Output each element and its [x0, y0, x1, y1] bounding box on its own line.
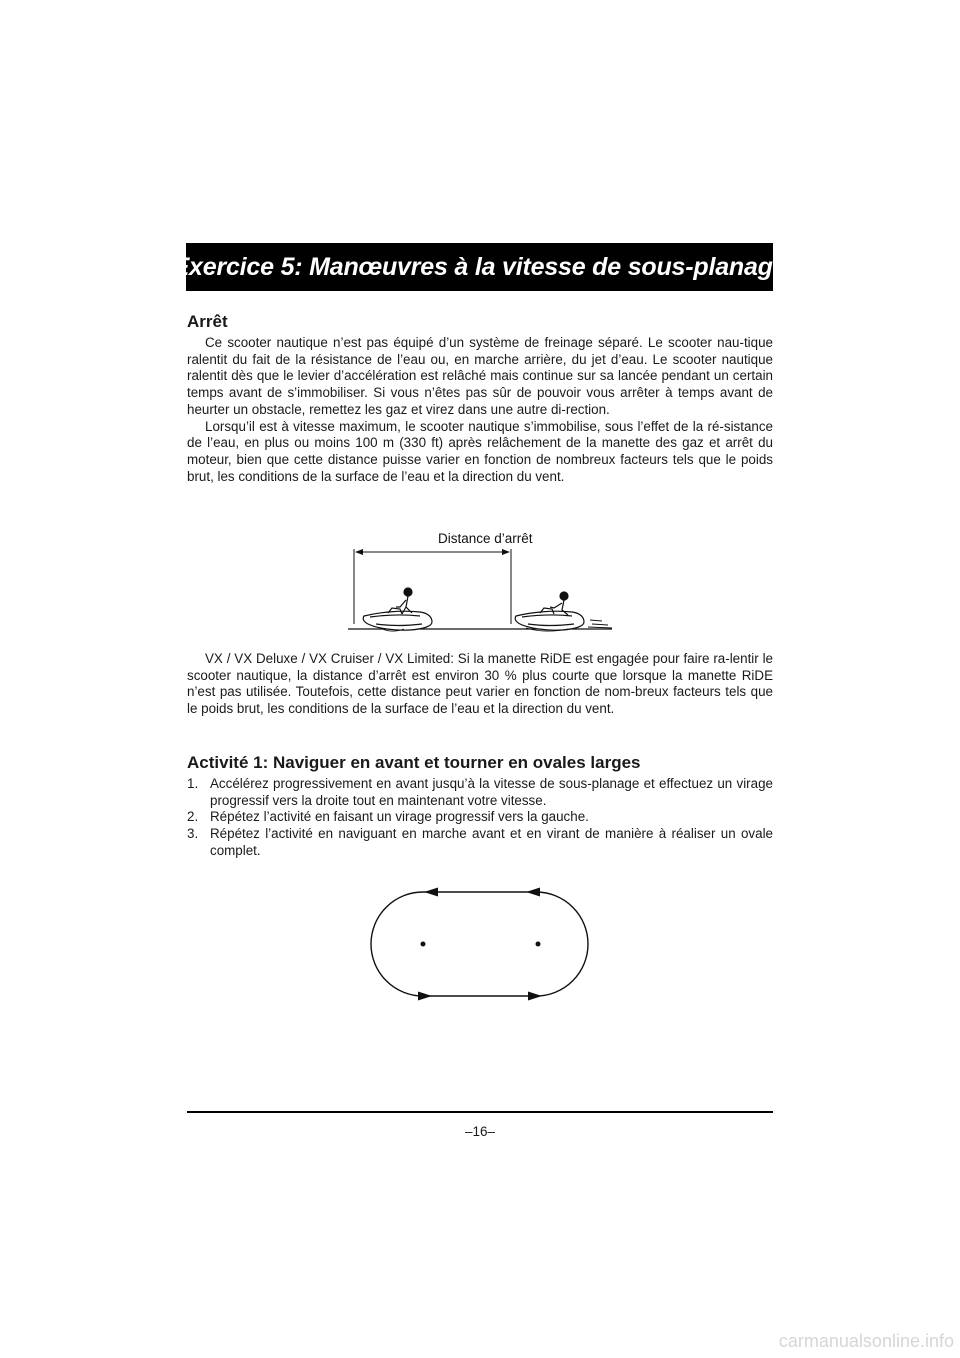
- oval-course-diagram: [366, 884, 596, 1004]
- arrow-right-icon: [528, 992, 542, 1001]
- paragraph-braking: Ce scooter nautique n’est pas équipé d’un système de freinage séparé. Le scooter nau-tique ralentit du fait de la résistance de l’eau ou, en marche arrière, du jet d’eau. Le scooter nautique ralentit dès que le levier d’accélération est relâché mais continue sur sa lancée pendant un certain temps avant de s’immobiliser. Si vous n’êtes pas sûr de pouvoir vous arrêter à temps avant de heurter un obstacle, remettez les gaz et virez dans une autre di-rection.: [187, 335, 773, 417]
- list-item: 3. Répétez l’activité en naviguant en marche avant et en virant de manière à réaliser un ovale complet.: [187, 826, 773, 858]
- footer-rule: [187, 1111, 773, 1113]
- page-title: Exercice 5: Manœuvres à la vitesse de sous-planage: [172, 252, 787, 281]
- turn-center-point-left: [421, 942, 426, 947]
- section-activity-1: [187, 753, 773, 860]
- stopping-distance-figure: [340, 528, 630, 640]
- arrow-left-icon: [355, 549, 363, 555]
- section-stopping: [187, 312, 773, 485]
- turn-center-point-right: [536, 942, 541, 947]
- title-banner: [172, 243, 787, 291]
- page-number: –16–: [464, 1124, 496, 1139]
- section-heading-stopping: Arrêt: [187, 312, 228, 331]
- watercraft-stopped-icon: [363, 588, 432, 631]
- activity-steps-list: [187, 776, 773, 860]
- arrow-right-icon: [502, 549, 510, 555]
- paragraph-stopping-distance: Lorsqu’il est à vitesse maximum, le scooter nautique s’immobilise, sous l’effet de la ré-sistance de l’eau, en plus ou moins 100 m (330 ft) après relâchement de la manette des gaz et arrêt du moteur, bien que cette distance puisse varier en fonction de nombreux facteurs tels que le poids brut, les conditions de la surface de l’eau et la direction du vent.: [187, 418, 773, 484]
- watermark: carmanualsonline.info: [778, 1331, 954, 1351]
- arrow-left-icon: [424, 888, 438, 897]
- watercraft-moving-icon: [515, 592, 612, 631]
- arrow-left-icon: [526, 888, 540, 897]
- section-heading-activity-1: Activité 1: Naviguer en avant et tourner en ovales larges: [187, 753, 641, 772]
- list-item: 1. Accélérez progressivement en avant jusqu’à la vitesse de sous-planage et effectuez un virage progressif vers la droite tout en maintenant votre vitesse.: [187, 776, 773, 808]
- paragraph-ride-lever: VX / VX Deluxe / VX Cruiser / VX Limited: Si la manette RiDE est engagée pour faire ra-lentir le scooter nautique, la distance d’arrêt est environ 30 % plus courte que lorsque la manette RiDE n’est pas utilisée. Toutefois, cette distance peut varier en fonction de nom-breux facteurs tels que le poids brut, les conditions de la surface de l’eau et la direction du vent.: [187, 651, 773, 717]
- arrow-right-icon: [418, 992, 432, 1001]
- figure-label: Distance d’arrêt: [438, 531, 533, 546]
- list-item: 2. Répétez l’activité en faisant un virage progressif vers la gauche.: [187, 809, 589, 825]
- section-ride-note: [187, 651, 773, 718]
- oval-path: [371, 892, 588, 996]
